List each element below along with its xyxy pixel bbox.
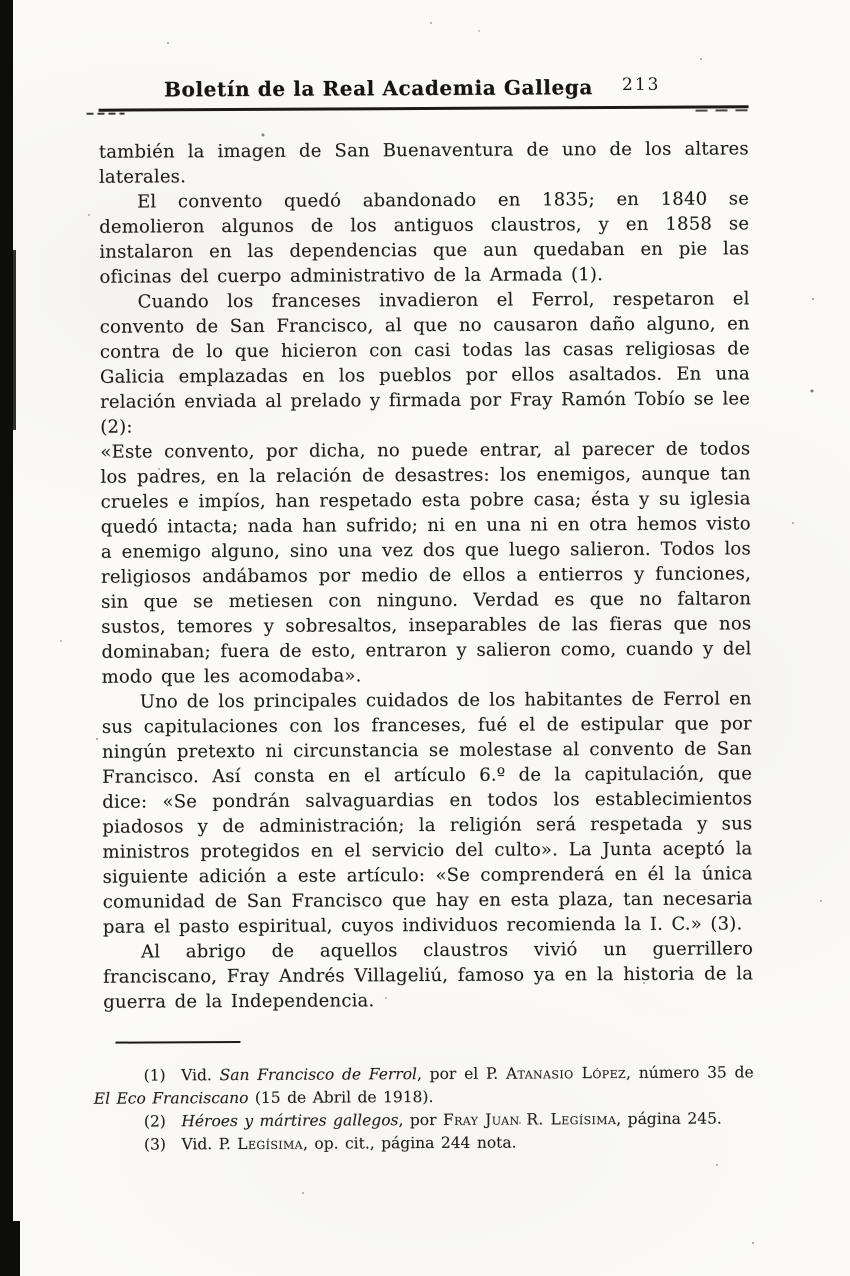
footnote-segment: , por el P. (416, 1064, 506, 1084)
header-rule (99, 105, 749, 111)
scan-edge-bar (0, 0, 13, 1276)
footnote-segment: Fray Juan R. Legísima (442, 1110, 617, 1129)
footnote-segment: (2) (143, 1112, 182, 1131)
paragraph: «Este convento, por dicha, no puede entrar, al parecer de todos los padres, en la relación de desastres: los enemigos, aunque tan crueles e impíos, han respetado esta pobre casa; ésta y su iglesia quedó intacta; nada han sufrido; ni en una ni en otra hemos visto a enemigo alguno, sino una vez dos que luego salieron. Todos los religiosos andábamos por medio de ellos a entierros y funciones, sin que se metiesen con ninguno. Verdad es que no faltaron sustos, temores y sobresaltos, inseparables de las fieras que nos dominaban; fuera de esto, entraron y salieron como, cuando y del modo que les acomodaba». (100, 437, 752, 688)
paragraph: Uno de los principales cuidados de los habitantes de Ferrol en sus capitulaciones con los franceses, fué el de estipular que por ningún pretexto ni circunstancia se molestase al convento de San Francisco. Así consta en el artículo 6.º de la capitulación, que dice: «Se pondrán salvaguardias en todos los establecimientos piadosos y de administración; la religión será respetada y sus ministros protegidos en el servicio del culto». La Junta aceptó la siguiente adición a este artículo: «Se comprenderá en él la única comunidad de San Francisco que hay en esta plaza, tan necesaria para el pasto espiritual, cuyos individuos recomienda la I. C.» (3). (101, 687, 753, 938)
footnote-segment: El Eco Franciscano (93, 1088, 249, 1108)
footnote-segment: (15 de Abril de 1918). (248, 1087, 434, 1107)
footnote (94, 1107, 754, 1133)
footnote-segment: , op. cit., página 244 nota. (302, 1133, 517, 1153)
page-content (93, 0, 754, 1157)
footnote-segment: Héroes y mártires gallegos (181, 1111, 399, 1131)
footnote-separator-rule (115, 1040, 240, 1043)
paragraph: también la imagen de San Buenaventura de uno de los altares laterales. (98, 137, 749, 188)
footnote-segment: Legísima (237, 1134, 304, 1153)
journal-title: Boletín de la Real Academia Gallega (163, 75, 593, 102)
footnote-segment: Atanasio López (505, 1063, 627, 1083)
footnote-segment: , número 35 de (625, 1063, 754, 1082)
paragraph: Cuando los franceses invadieron el Ferrol, respetaron el convento de San Francisco, al que no causaron daño alguno, en contra de lo que hicieron con casi todas las casas religiosas de Galicia emplazadas en los pueblos por ellos asaltados. En una relación enviada al prelado y firmada por Fray Ramón Tobío se lee (2): (99, 287, 751, 438)
footnote (94, 1130, 754, 1156)
page-number: 213 (621, 74, 661, 95)
body-text (99, 136, 754, 1014)
paragraph: El convento quedó abandonado en 1835; en 1840 se demolieron algunos de los antiguos claustros, y en 1858 se instalaron en las dependencias que aun quedaban en pie las oficinas del cuerpo administrativo de la Armada (1). (99, 187, 750, 288)
footnote-segment: San Francisco de Ferrol (219, 1065, 418, 1085)
footnote-segment: , página 245. (616, 1109, 722, 1129)
paragraph: Al abrigo de aquellos claustros vivió un guerrillero franciscano, Fray Andrés Villageliú, famoso ya en la historia de la guerra de la Independencia. (103, 937, 754, 1013)
footnote-segment: (1) Vid. (143, 1066, 220, 1085)
footnote-segment: , por (398, 1110, 443, 1130)
footnote (94, 1061, 754, 1110)
running-header (98, 0, 749, 105)
footnotes (94, 1061, 754, 1156)
footnote-segment: (3) Vid. P. (143, 1134, 238, 1154)
